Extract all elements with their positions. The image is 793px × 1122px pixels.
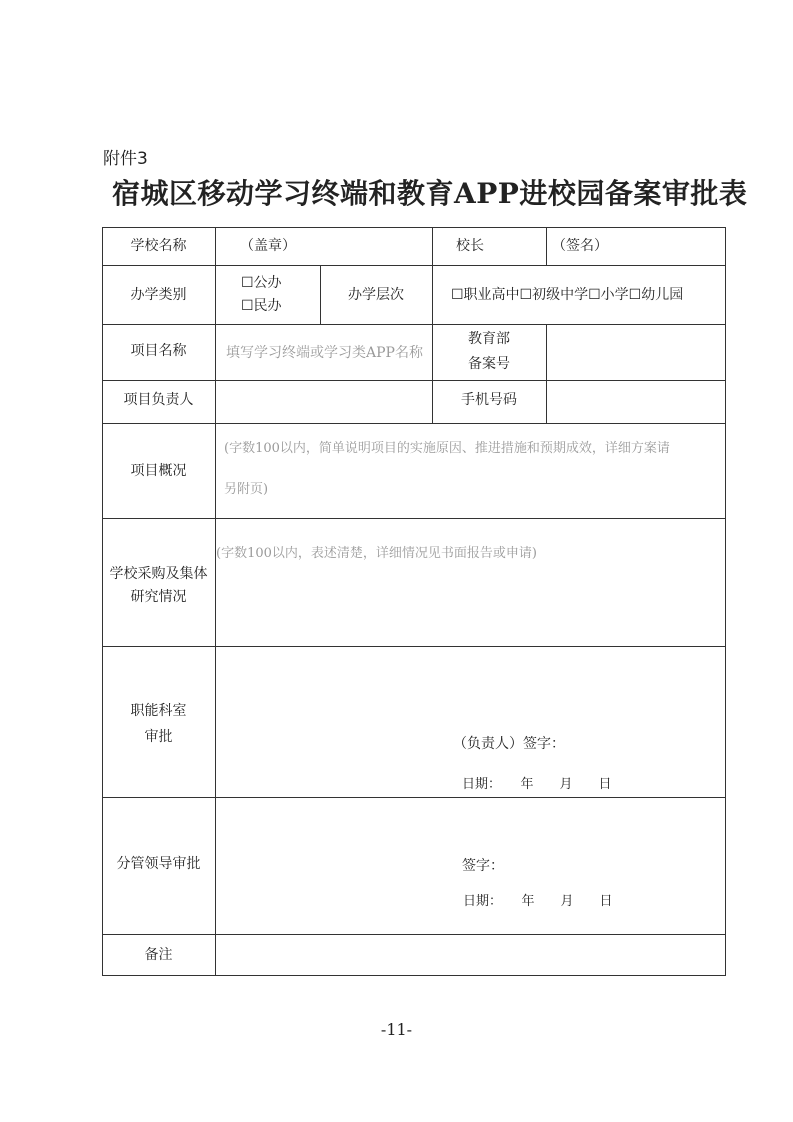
- row-divider: [102, 646, 726, 647]
- row-divider: [102, 380, 726, 381]
- project-name-label: 项目名称: [130, 343, 187, 359]
- leader-date-field[interactable]: 日期： 年 月 日: [463, 894, 613, 909]
- procurement-hint: (字数100以内，表述清楚，详细情况见书面报告或申请): [216, 546, 537, 561]
- overview-hint-line2: 另附页): [224, 482, 269, 497]
- checkbox-public[interactable]: ☐公办: [241, 275, 282, 291]
- row-divider: [102, 518, 726, 519]
- principal-signature-field[interactable]: （签名）: [552, 238, 608, 254]
- col-divider: [215, 227, 216, 976]
- moe-record-input[interactable]: [550, 343, 720, 363]
- dept-review-label-line2: 审批: [144, 729, 173, 745]
- row-divider: [102, 934, 726, 935]
- school-level-checkboxes[interactable]: ☐职业高中☐初级中学☐小学☐幼儿园: [451, 287, 684, 303]
- dept-review-label-line1: 职能科室: [130, 703, 187, 719]
- dept-signature-field[interactable]: （负责人）签字：: [453, 736, 565, 752]
- col-divider: [546, 324, 547, 423]
- leader-review-label: 分管领导审批: [116, 856, 201, 872]
- phone-input[interactable]: [550, 392, 720, 412]
- dept-date-field[interactable]: 日期： 年 月 日: [462, 777, 612, 792]
- school-type-label: 办学类别: [130, 287, 187, 303]
- project-leader-input[interactable]: [220, 392, 425, 412]
- col-divider: [546, 227, 547, 265]
- overview-hint-line1: (字数100以内，简单说明项目的实施原因、推进措施和预期成效，详细方案请: [224, 441, 670, 456]
- row-divider: [102, 423, 726, 424]
- row-divider: [102, 797, 726, 798]
- procurement-label-line1: 学校采购及集体: [109, 566, 208, 582]
- remarks-input[interactable]: [220, 945, 720, 967]
- school-level-label: 办学层次: [348, 287, 404, 303]
- procurement-label-line2: 研究情况: [130, 589, 187, 605]
- checkbox-private[interactable]: ☐民办: [241, 298, 282, 314]
- school-name-field[interactable]: （盖章）: [240, 238, 296, 254]
- phone-label: 手机号码: [461, 392, 517, 408]
- remarks-label: 备注: [144, 947, 173, 963]
- project-name-input[interactable]: 填写学习终端或学习类APP名称: [226, 345, 423, 361]
- row-divider: [102, 324, 726, 325]
- row-divider: [102, 265, 726, 266]
- school-name-label: 学校名称: [130, 238, 187, 254]
- page-number: -11-: [380, 1020, 413, 1039]
- overview-label: 项目概况: [130, 463, 187, 479]
- project-leader-label: 项目负责人: [123, 392, 194, 408]
- attachment-label: 附件3: [103, 149, 148, 169]
- principal-label: 校长: [456, 238, 484, 254]
- moe-record-label-line1: 教育部: [468, 331, 510, 347]
- moe-record-label-line2: 备案号: [468, 356, 510, 372]
- leader-signature-field[interactable]: 签字：: [462, 858, 504, 874]
- form-title: 宿城区移动学习终端和教育APP进校园备案审批表: [112, 177, 748, 210]
